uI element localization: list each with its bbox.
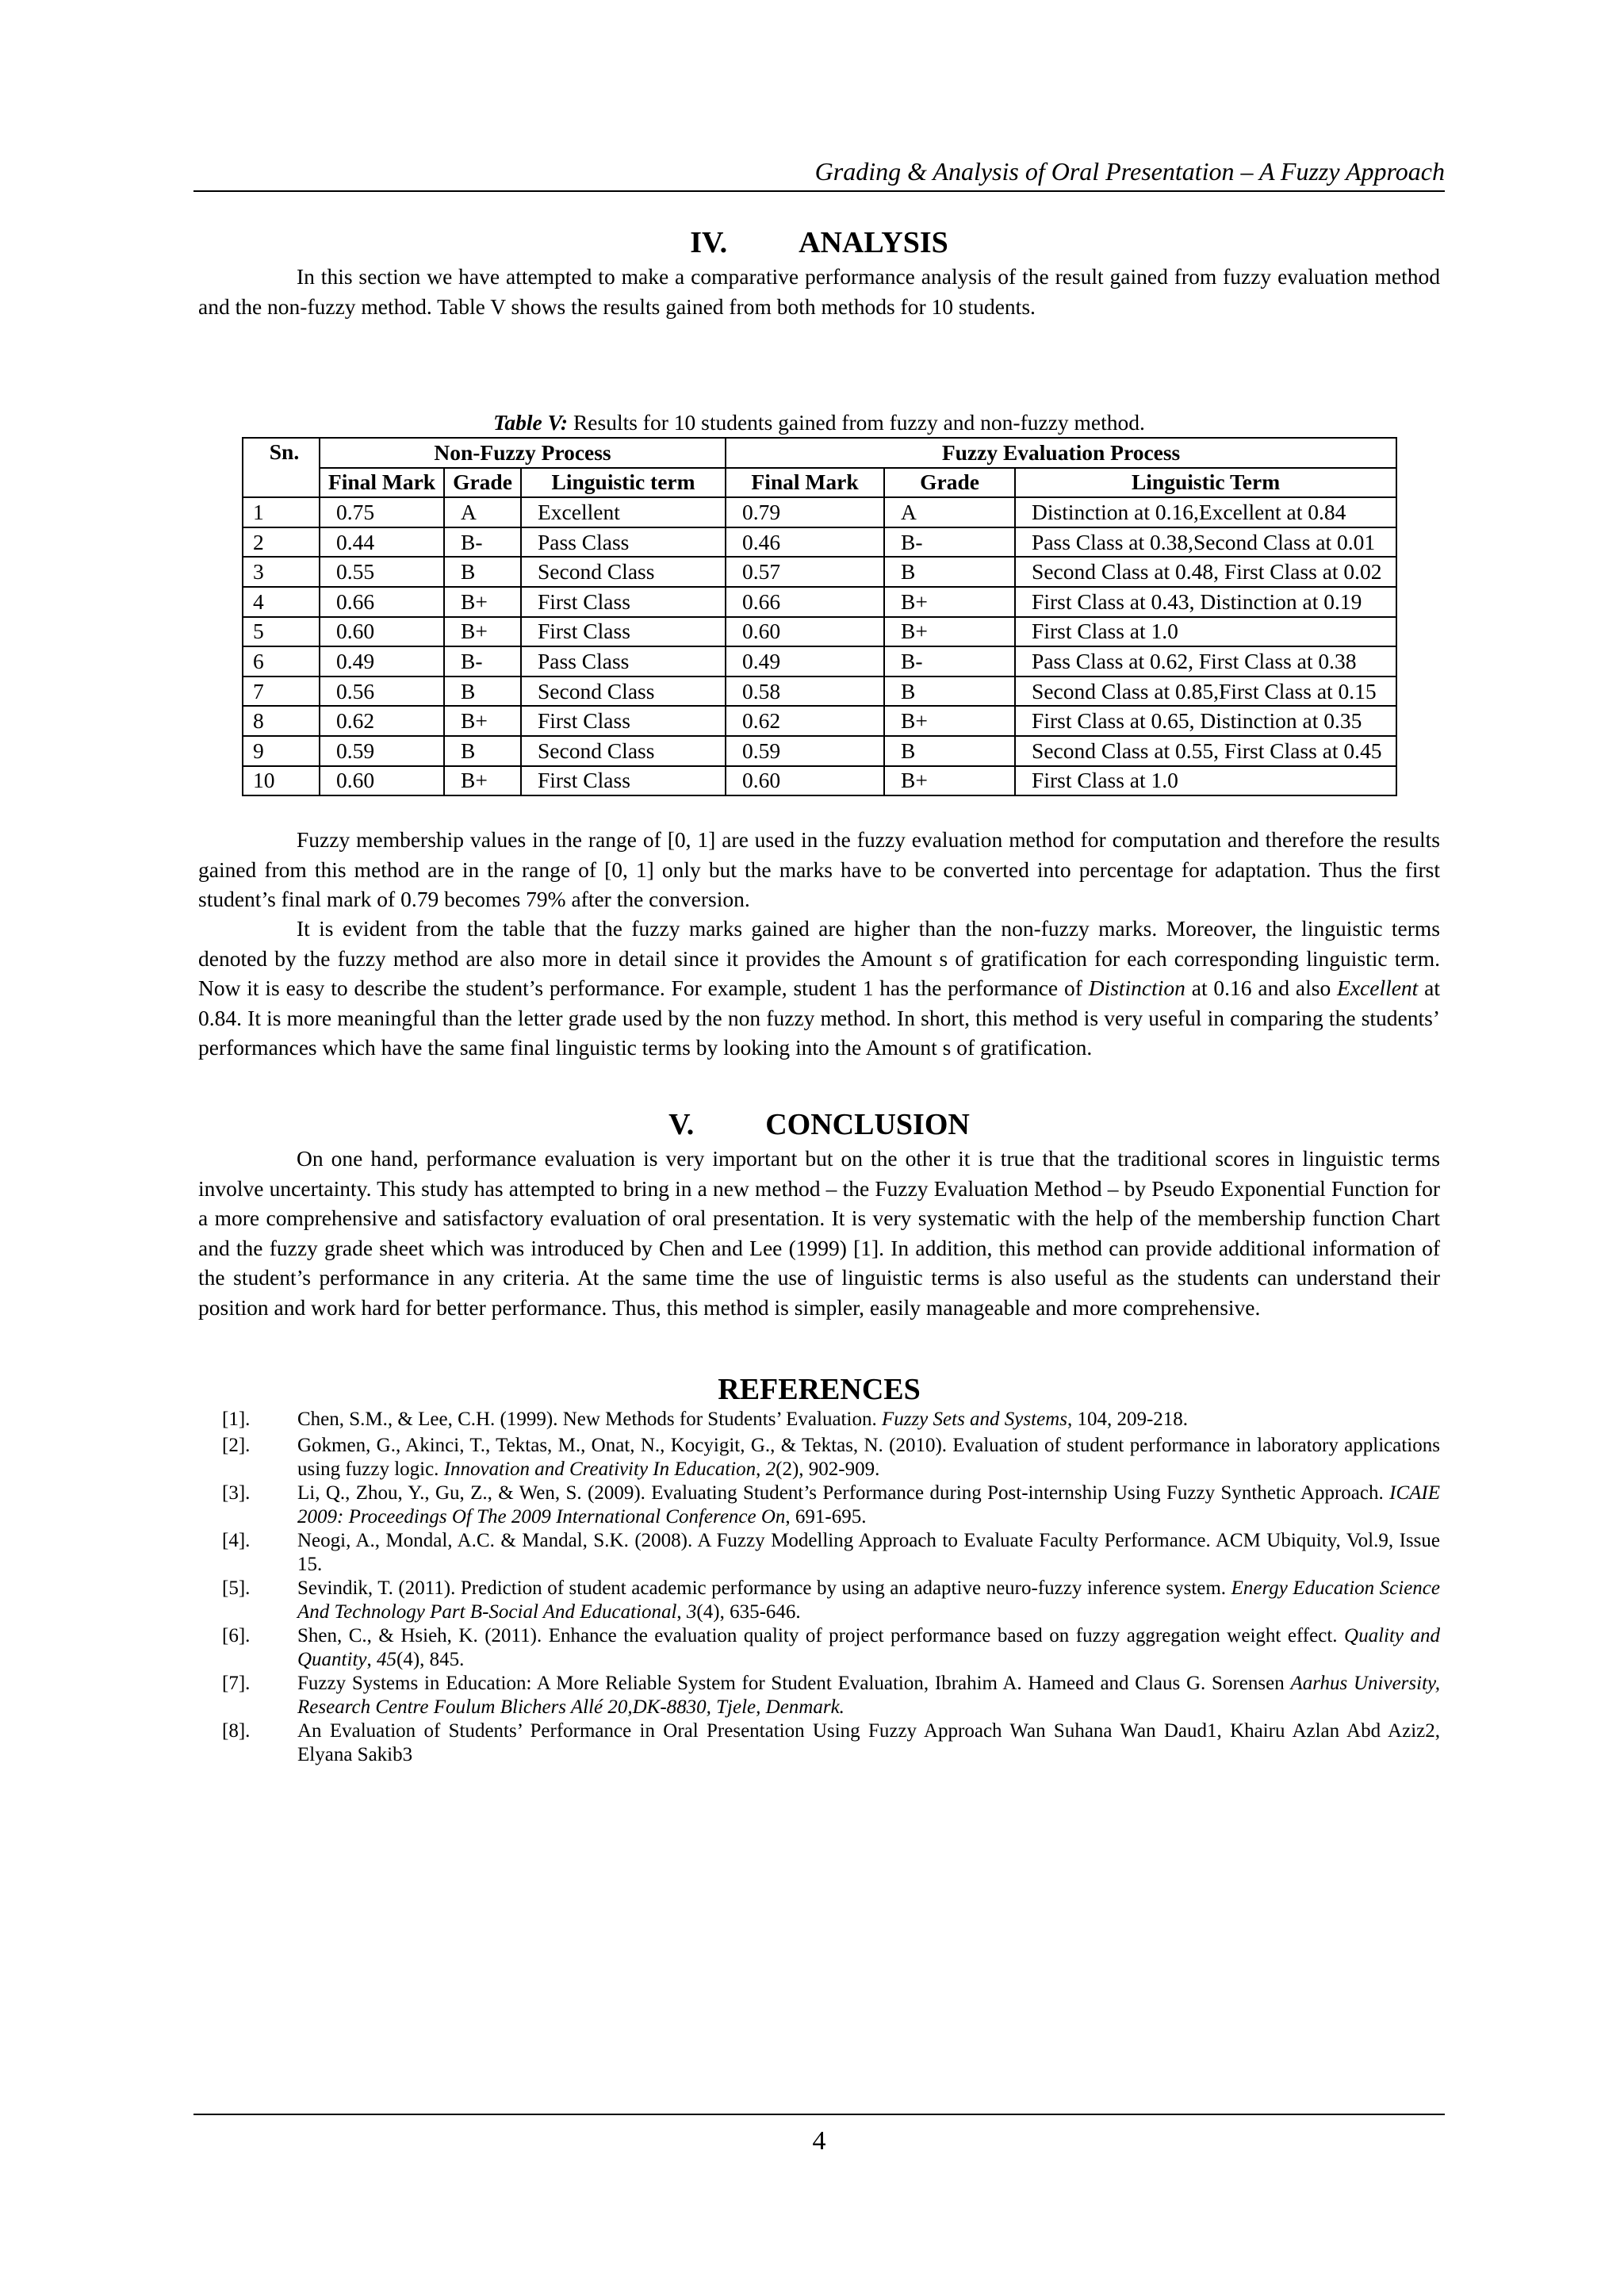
cell-linguistic-term: Second Class xyxy=(521,557,726,587)
cell-fuzzy-grade: A xyxy=(884,497,1015,527)
cell-linguistic-term: Pass Class xyxy=(521,646,726,677)
cell-fuzzy-final-mark: 0.46 xyxy=(726,527,884,558)
table-row xyxy=(243,497,1396,527)
table-caption-text: Results for 10 students gained from fuzzy and non-fuzzy method. xyxy=(568,410,1145,435)
header-rule xyxy=(193,190,1445,192)
cell-fuzzy-final-mark: 0.66 xyxy=(726,587,884,617)
cell-sn: 10 xyxy=(243,766,320,796)
cell-sn: 1 xyxy=(243,497,320,527)
reference-item xyxy=(222,1408,1440,1432)
cell-fuzzy-linguistic-term: Second Class at 0.85,First Class at 0.15 xyxy=(1015,677,1396,707)
conclusion-paragraph: On one hand, performance evaluation is very important but on the other it is true that the traditional scores in linguistic terms involve uncertainty. This study has attempted to bring in a new method – the Fuzzy Evaluation Method – by Pseudo Exponential Function for a more comprehensive and satisfactory evaluation of oral presentation. It is very systematic with the help of the membership function Chart and the fuzzy grade sheet which was introduced by Chen and Lee (1999) [1]. In addition, this method can provide additional information of the student’s performance in any criteria. At the same time the use of linguistic terms is also useful as the students can understand their position and work hard for better performance. Thus, this method is simpler, easily manageable and more comprehensive. xyxy=(198,1146,1440,1320)
reference-number: [7]. xyxy=(222,1673,251,1694)
cell-grade: B- xyxy=(444,646,521,677)
reference-number: [5]. xyxy=(222,1577,251,1599)
table-row xyxy=(243,557,1396,587)
analysis-text: at 0.16 and also xyxy=(1185,976,1338,1000)
cell-fuzzy-linguistic-term: Second Class at 0.48, First Class at 0.02 xyxy=(1015,557,1396,587)
reference-text: Sevindik, T. (2011). Prediction of student academic performance by using an adaptive neuro-fuzzy inference system. Energy Education Science And Technology Part B-Social And Educational, 3(4), 635-646. xyxy=(297,1577,1440,1623)
reference-item xyxy=(222,1719,1440,1767)
page-number: 4 xyxy=(812,2126,826,2156)
cell-fuzzy-linguistic-term: First Class at 1.0 xyxy=(1015,617,1396,647)
references-heading: REFERENCES xyxy=(718,1373,921,1406)
cell-linguistic-term: Excellent xyxy=(521,497,726,527)
subheader-fuzzy-linguistic-term: Linguistic Term xyxy=(1015,468,1396,498)
cell-sn: 5 xyxy=(243,617,320,647)
cell-final-mark: 0.75 xyxy=(320,497,444,527)
analysis-paragraph-2 xyxy=(198,914,1440,1063)
cell-final-mark: 0.60 xyxy=(320,766,444,796)
cell-grade: B+ xyxy=(444,617,521,647)
table-subheader-row xyxy=(243,468,1396,498)
reference-number: [6]. xyxy=(222,1625,251,1646)
section-heading-analysis xyxy=(193,225,1445,260)
subheader-fuzzy-grade: Grade xyxy=(884,468,1015,498)
reference-item xyxy=(222,1577,1440,1624)
analysis-italic-term: Excellent xyxy=(1337,976,1419,1000)
cell-final-mark: 0.62 xyxy=(320,706,444,736)
cell-fuzzy-grade: B+ xyxy=(884,766,1015,796)
analysis-text: It is evident from the table that the fuzzy marks gained are higher than the non-fuzzy marks. Moreover, the linguistic terms denoted by the fuzzy method are also more in detail since it provides the Amount s of gratification for each corresponding linguistic term. Now it is easy to describe the student’s performance. For example, student 1 has the performance of xyxy=(198,916,1440,1000)
reference-item xyxy=(222,1529,1440,1577)
cell-final-mark: 0.49 xyxy=(320,646,444,677)
section-title: ANALYSIS xyxy=(799,226,948,259)
cell-fuzzy-linguistic-term: First Class at 0.43, Distinction at 0.19 xyxy=(1015,587,1396,617)
footer-rule xyxy=(193,2114,1445,2115)
analysis-paragraph-1: Fuzzy membership values in the range of [0, 1] are used in the fuzzy evaluation method for computation and therefore the results gained from this method are in the range of [0, 1] only but the marks have to be converted into percentage for adaptation. Thus the first student’s final mark of 0.79 becomes 79% after the conversion. xyxy=(198,827,1440,911)
cell-final-mark: 0.56 xyxy=(320,677,444,707)
cell-grade: B+ xyxy=(444,587,521,617)
reference-item xyxy=(222,1624,1440,1672)
cell-fuzzy-final-mark: 0.60 xyxy=(726,617,884,647)
section-heading-conclusion xyxy=(193,1107,1445,1142)
reference-text: Shen, C., & Hsieh, K. (2011). Enhance the evaluation quality of project performance based on fuzzy aggregation weight effect. Quality and Quantity, 45(4), 845. xyxy=(297,1625,1440,1670)
cell-fuzzy-grade: B xyxy=(884,736,1015,766)
reference-text: Neogi, A., Mondal, A.C. & Mandal, S.K. (2008). A Fuzzy Modelling Approach to Evaluate Faculty Performance. ACM Ubiquity, Vol.9, Issue 15. xyxy=(297,1530,1440,1575)
running-head: Grading & Analysis of Oral Presentation – A Fuzzy Approach xyxy=(814,157,1445,186)
table-row xyxy=(243,617,1396,647)
analysis-intro: In this section we have attempted to make a comparative performance analysis of the result gained from fuzzy evaluation method and the non-fuzzy method. Table V shows the results gained from both methods for 10 students. xyxy=(198,264,1440,319)
cell-fuzzy-linguistic-term: First Class at 0.65, Distinction at 0.35 xyxy=(1015,706,1396,736)
section-number: V. xyxy=(668,1108,695,1141)
cell-grade: B xyxy=(444,736,521,766)
cell-fuzzy-linguistic-term: First Class at 1.0 xyxy=(1015,766,1396,796)
reference-number: [3]. xyxy=(222,1482,251,1504)
cell-fuzzy-linguistic-term: Pass Class at 0.62, First Class at 0.38 xyxy=(1015,646,1396,677)
table-row xyxy=(243,587,1396,617)
table-row xyxy=(243,736,1396,766)
table-caption xyxy=(198,408,1440,437)
header-fuzzy: Fuzzy Evaluation Process xyxy=(726,438,1396,468)
reference-text: An Evaluation of Students’ Performance in Oral Presentation Using Fuzzy Approach Wan Suhana Wan Daud1, Khairu Azlan Abd Aziz2, Elyana Sakib3 xyxy=(297,1720,1440,1765)
table-row xyxy=(243,766,1396,796)
cell-final-mark: 0.55 xyxy=(320,557,444,587)
cell-fuzzy-final-mark: 0.59 xyxy=(726,736,884,766)
subheader-final-mark: Final Mark xyxy=(320,468,444,498)
table-row xyxy=(243,677,1396,707)
cell-fuzzy-final-mark: 0.62 xyxy=(726,706,884,736)
subheader-grade: Grade xyxy=(444,468,521,498)
cell-fuzzy-grade: B xyxy=(884,557,1015,587)
cell-fuzzy-final-mark: 0.60 xyxy=(726,766,884,796)
cell-sn: 2 xyxy=(243,527,320,558)
table-row xyxy=(243,706,1396,736)
cell-fuzzy-final-mark: 0.49 xyxy=(726,646,884,677)
cell-grade: B xyxy=(444,557,521,587)
table-caption-label: Table V: xyxy=(493,410,569,435)
section-title: CONCLUSION xyxy=(765,1108,970,1141)
reference-number: [8]. xyxy=(222,1720,251,1742)
cell-sn: 7 xyxy=(243,677,320,707)
cell-fuzzy-grade: B- xyxy=(884,527,1015,558)
header-nonfuzzy: Non-Fuzzy Process xyxy=(320,438,726,468)
cell-grade: B+ xyxy=(444,766,521,796)
reference-text: Li, Q., Zhou, Y., Gu, Z., & Wen, S. (2009). Evaluating Student’s Performance during Post-internship Using Fuzzy Synthetic Approach. ICAIE 2009: Proceedings Of The 2009 International Conference On, 691-695. xyxy=(297,1482,1440,1527)
cell-fuzzy-final-mark: 0.58 xyxy=(726,677,884,707)
cell-linguistic-term: Second Class xyxy=(521,736,726,766)
results-table xyxy=(242,437,1397,796)
cell-fuzzy-grade: B+ xyxy=(884,706,1015,736)
reference-item xyxy=(222,1434,1440,1481)
cell-final-mark: 0.44 xyxy=(320,527,444,558)
cell-sn: 6 xyxy=(243,646,320,677)
cell-final-mark: 0.66 xyxy=(320,587,444,617)
reference-item xyxy=(222,1672,1440,1719)
table-header-row xyxy=(243,438,1396,468)
table-row xyxy=(243,646,1396,677)
cell-linguistic-term: Pass Class xyxy=(521,527,726,558)
cell-fuzzy-grade: B- xyxy=(884,646,1015,677)
cell-fuzzy-grade: B xyxy=(884,677,1015,707)
section-number: IV. xyxy=(690,226,728,259)
cell-fuzzy-final-mark: 0.79 xyxy=(726,497,884,527)
reference-item xyxy=(222,1481,1440,1529)
cell-linguistic-term: First Class xyxy=(521,617,726,647)
cell-sn: 9 xyxy=(243,736,320,766)
cell-linguistic-term: First Class xyxy=(521,706,726,736)
cell-grade: A xyxy=(444,497,521,527)
cell-fuzzy-grade: B+ xyxy=(884,617,1015,647)
cell-grade: B+ xyxy=(444,706,521,736)
cell-sn: 8 xyxy=(243,706,320,736)
cell-fuzzy-linguistic-term: Second Class at 0.55, First Class at 0.45 xyxy=(1015,736,1396,766)
cell-fuzzy-linguistic-term: Pass Class at 0.38,Second Class at 0.01 xyxy=(1015,527,1396,558)
table-row xyxy=(243,527,1396,558)
analysis-text: at 0.84. It is more meaningful than the letter grade used by the non fuzzy method. In short, this method is very useful in comparing the students’ performances which have the same final linguistic terms by looking into the Amount s of gratification. xyxy=(198,976,1440,1060)
cell-linguistic-term: First Class xyxy=(521,766,726,796)
reference-number: [2]. xyxy=(222,1435,251,1456)
cell-sn: 3 xyxy=(243,557,320,587)
analysis-italic-term: Distinction xyxy=(1088,976,1185,1000)
reference-text: Fuzzy Systems in Education: A More Reliable System for Student Evaluation, Ibrahim A. Hameed and Claus G. Sorensen Aarhus University, Research Centre Foulum Blichers Allé 20,DK-8830, Tjele, Denmark. xyxy=(297,1673,1440,1718)
reference-text: Gokmen, G., Akinci, T., Tektas, M., Onat, N., Kocyigit, G., & Tektas, N. (2010). Evaluation of student performance in laboratory applications using fuzzy logic. Innovation and Creativity In Education, 2(2), 902-909. xyxy=(297,1435,1440,1480)
cell-final-mark: 0.59 xyxy=(320,736,444,766)
cell-fuzzy-grade: B+ xyxy=(884,587,1015,617)
reference-number: [4]. xyxy=(222,1530,251,1551)
cell-grade: B- xyxy=(444,527,521,558)
subheader-linguistic-term: Linguistic term xyxy=(521,468,726,498)
cell-final-mark: 0.60 xyxy=(320,617,444,647)
cell-grade: B xyxy=(444,677,521,707)
cell-fuzzy-final-mark: 0.57 xyxy=(726,557,884,587)
reference-number: [1]. xyxy=(222,1409,251,1430)
cell-linguistic-term: Second Class xyxy=(521,677,726,707)
reference-text: Chen, S.M., & Lee, C.H. (1999). New Methods for Students’ Evaluation. Fuzzy Sets and Systems, 104, 209-218. xyxy=(297,1409,1189,1430)
cell-fuzzy-linguistic-term: Distinction at 0.16,Excellent at 0.84 xyxy=(1015,497,1396,527)
cell-linguistic-term: First Class xyxy=(521,587,726,617)
header-sn: Sn. xyxy=(243,438,320,497)
cell-sn: 4 xyxy=(243,587,320,617)
subheader-fuzzy-final-mark: Final Mark xyxy=(726,468,884,498)
